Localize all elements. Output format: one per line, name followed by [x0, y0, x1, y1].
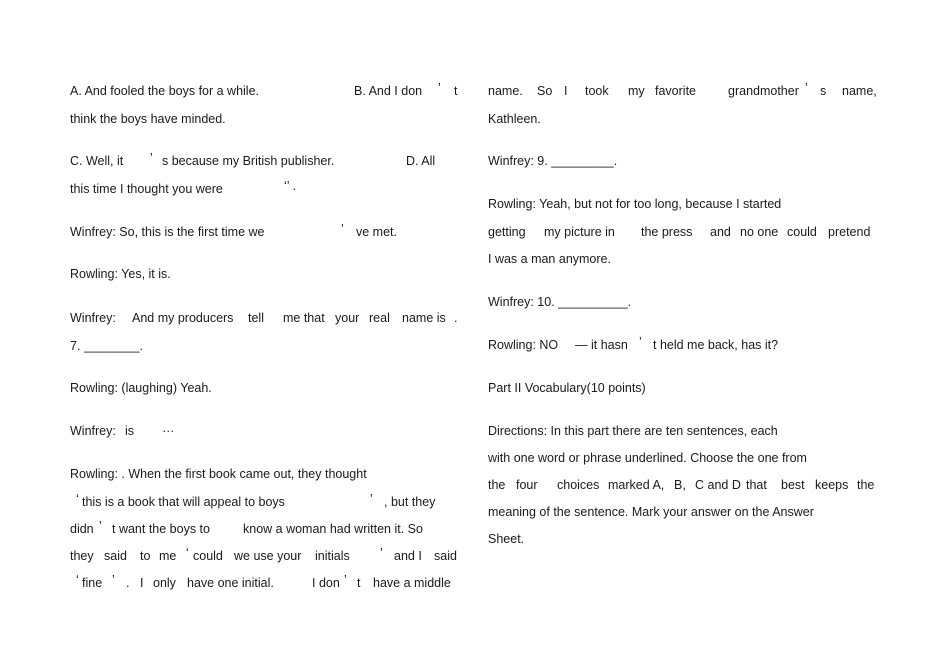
- option-c-prefix: C. Well, it: [70, 154, 124, 168]
- winfrey-line-2-w8: .: [454, 311, 458, 325]
- rowling-line-7-apostrophe: ’: [344, 573, 347, 587]
- right-line-1-w2: So: [537, 84, 553, 98]
- winfrey-line-2-w2: And my producers: [132, 311, 234, 325]
- directions-line-3-w1: the: [488, 478, 506, 492]
- rowling-line-6-w6: we use your: [234, 549, 302, 563]
- rowling-line-6-quote: ‘: [186, 546, 189, 560]
- rowling-line-4-apostrophe: ’: [370, 492, 373, 506]
- winfrey-line-3-w1: Winfrey:: [70, 424, 116, 438]
- directions-line-3-w2: four: [516, 478, 538, 492]
- directions-line-3-w5: B,: [674, 478, 686, 492]
- option-d: D. All: [406, 154, 436, 168]
- rowling-line-6-w5: could: [193, 549, 223, 563]
- winfrey-line-2-w1: Winfrey:: [70, 311, 116, 325]
- winfrey-line-1-apostrophe: ’: [341, 222, 344, 236]
- rowling-line-7-dot: .: [126, 576, 130, 590]
- rowling-line-4-prefix: this is a book that will appeal to boys: [82, 495, 285, 509]
- directions-line-4: meaning of the sentence. Mark your answer on the Answer: [488, 505, 814, 519]
- rowling-line-7-w6: have a middle: [373, 576, 451, 590]
- rowling-line-6-w8: and I: [394, 549, 422, 563]
- rowling-line-5-apostrophe: ’: [99, 519, 102, 533]
- winfrey-line-2-w7: name is: [402, 311, 446, 325]
- directions-line-3-w4: marked A,: [608, 478, 665, 492]
- fine-apostrophe: ’: [112, 573, 115, 587]
- winfrey-line-3-w2: is: [125, 424, 135, 438]
- directions-line-3-w8: best: [781, 478, 805, 492]
- option-d-continued: this time I thought you were: [70, 182, 223, 196]
- right-line-5-w3: the press: [641, 225, 693, 239]
- rowling-line-4-suffix: , but they: [384, 495, 436, 509]
- directions-line-3-w9: keeps: [815, 478, 849, 492]
- fine-open-quote: ‘: [76, 573, 79, 587]
- directions-line-3-w6: C and D: [695, 478, 741, 492]
- option-b-apostrophe: ’: [438, 81, 441, 95]
- right-line-4: Rowling: Yeah, but not for too long, because I started: [488, 197, 782, 211]
- right-line-1-w5: my: [628, 84, 645, 98]
- section-heading: Part II Vocabulary(10 points): [488, 381, 646, 395]
- right-line-2: Kathleen.: [488, 112, 541, 126]
- option-b: B. And I don: [354, 84, 423, 98]
- rowling-line-6-w4: me: [159, 549, 177, 563]
- option-d-quote: ‘’ .: [284, 179, 297, 193]
- rowling-line-2: Rowling: (laughing) Yeah.: [70, 381, 212, 395]
- directions-line-5: Sheet.: [488, 532, 525, 546]
- rowling-line-6-w2: said: [104, 549, 127, 563]
- rowling-line-5-suffix: know a woman had written it. So: [243, 522, 423, 536]
- right-line-1-w3: I: [564, 84, 568, 98]
- winfrey-line-2-w5: your: [335, 311, 360, 325]
- right-line-8-dash: — it hasn: [575, 338, 628, 352]
- right-line-6: I was a man anymore.: [488, 252, 611, 266]
- right-line-1-w9: name,: [842, 84, 877, 98]
- directions-line-3-w3: choices: [557, 478, 600, 492]
- blank-7: 7. ________.: [70, 339, 143, 353]
- winfrey-line-2-w4: me that: [283, 311, 325, 325]
- right-line-5-w1: getting: [488, 225, 526, 239]
- rowling-line-1: Rowling: Yes, it is.: [70, 267, 171, 281]
- rowling-line-6-w9: said: [434, 549, 457, 563]
- rowling-line-6-w7: initials: [315, 549, 350, 563]
- rowling-line-6-apostrophe: ’: [380, 546, 383, 560]
- directions-line-3-w7: that: [746, 478, 767, 492]
- right-line-1-w1: name.: [488, 84, 523, 98]
- right-line-1-w7: grandmother: [728, 84, 799, 98]
- blank-10: Winfrey: 10. __________.: [488, 295, 632, 309]
- right-line-5-w4: and: [710, 225, 731, 239]
- right-line-8-apostrophe: ’: [639, 335, 642, 349]
- right-line-5-w2: my picture in: [544, 225, 615, 239]
- winfrey-line-1-suffix: ve met.: [356, 225, 397, 239]
- option-b-t: t: [454, 84, 458, 98]
- right-line-8-suffix: t held me back, has it?: [653, 338, 779, 352]
- right-line-5-w6: could: [787, 225, 817, 239]
- right-line-1-w8: s: [820, 84, 827, 98]
- rowling-line-7-w1: I: [140, 576, 144, 590]
- blank-9: Winfrey: 9. _________.: [488, 154, 618, 168]
- option-a: A. And fooled the boys for a while.: [70, 84, 260, 98]
- rowling-line-7-w5: t: [357, 576, 361, 590]
- rowling-line-6-w3: to: [140, 549, 151, 563]
- winfrey-line-2-w3: tell: [248, 311, 264, 325]
- winfrey-line-3-ellipsis: …: [162, 421, 175, 435]
- rowling-line-7-w4: I don: [312, 576, 340, 590]
- right-line-8-prefix: Rowling: NO: [488, 338, 559, 352]
- right-line-1-apostrophe: ’: [805, 81, 808, 95]
- right-line-1-w4: took: [585, 84, 609, 98]
- rowling-line-6-w1: they: [70, 549, 94, 563]
- right-line-5-w7: pretend: [828, 225, 871, 239]
- directions-line-2: with one word or phrase underlined. Choose the one from: [488, 451, 807, 465]
- option-c-apostrophe: ’: [150, 151, 153, 165]
- option-b-continued: think the boys have minded.: [70, 112, 226, 126]
- winfrey-line-2-w6: real: [369, 311, 390, 325]
- directions-line-1: Directions: In this part there are ten sentences, each: [488, 424, 778, 438]
- rowling-line-5-middle: t want the boys to: [112, 522, 210, 536]
- winfrey-line-1-prefix: Winfrey: So, this is the first time we: [70, 225, 265, 239]
- directions-line-3-w10: the: [857, 478, 875, 492]
- rowling-line-7-fine: fine: [82, 576, 103, 590]
- rowling-line-7-w3: have one initial.: [187, 576, 274, 590]
- right-line-1-w6: favorite: [655, 84, 696, 98]
- option-c-suffix: s because my British publisher.: [162, 154, 335, 168]
- open-quote: ‘: [76, 492, 79, 506]
- right-line-5-w5: no one: [740, 225, 779, 239]
- rowling-line-7-w2: only: [153, 576, 176, 590]
- rowling-line-3: Rowling: . When the first book came out, they thought: [70, 467, 367, 481]
- rowling-line-5-prefix: didn: [70, 522, 94, 536]
